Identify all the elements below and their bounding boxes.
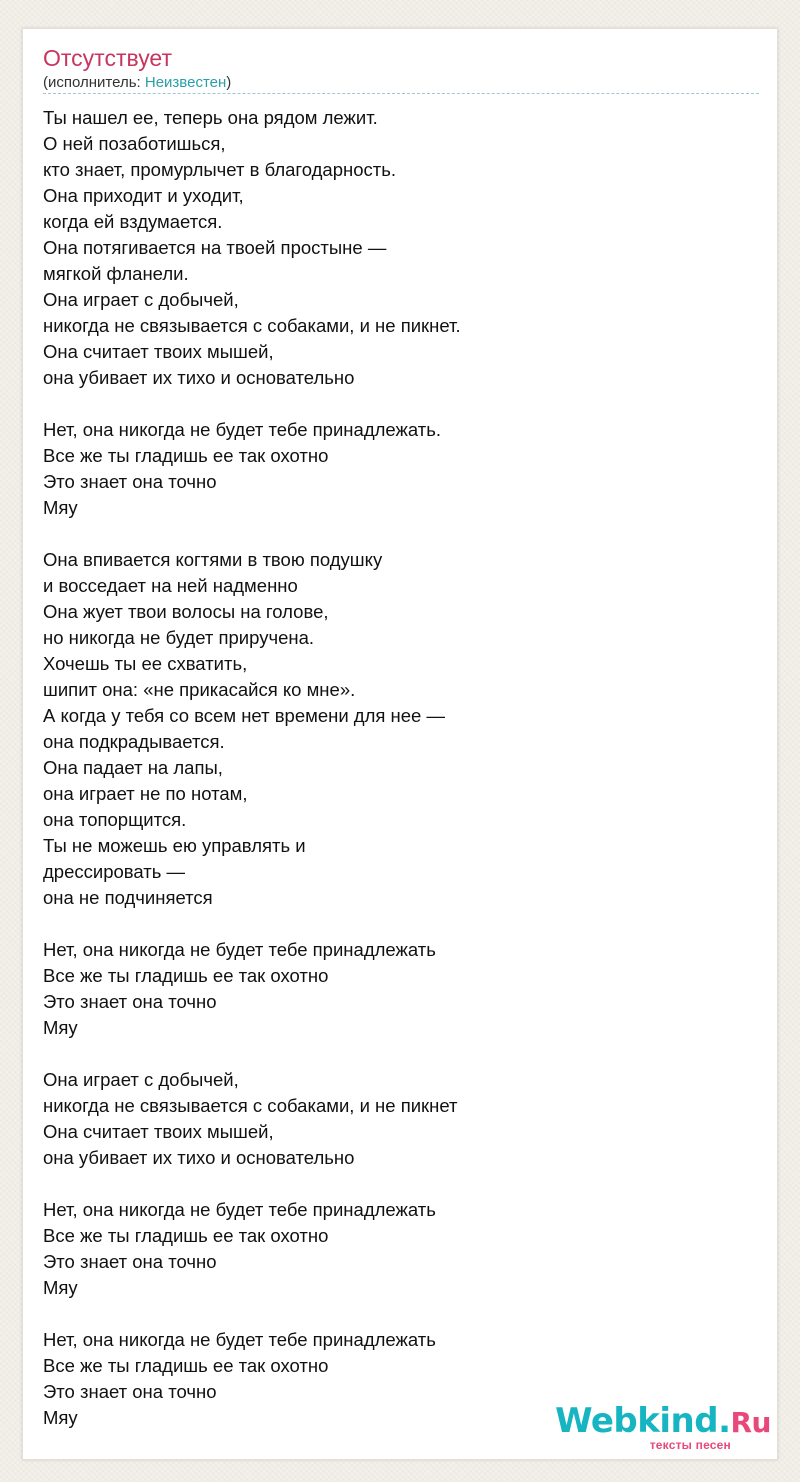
- lyric-line: она топорщится.: [43, 809, 187, 830]
- lyric-line: Все же ты гладишь ее так охотно: [43, 965, 329, 986]
- lyric-line: она убивает их тихо и основательно: [43, 367, 355, 388]
- lyric-line: Нет, она никогда не будет тебе принадлежать.: [43, 419, 441, 440]
- lyric-line: мягкой фланели.: [43, 263, 189, 284]
- artist-link[interactable]: Неизвестен: [144, 74, 227, 91]
- lyric-line: Ты не можешь ею управлять и: [43, 835, 306, 856]
- lyric-line: А когда у тебя со всем нет времени для нее —: [43, 705, 445, 726]
- lyric-line: никогда не связывается с собаками, и не пикнет.: [43, 315, 461, 336]
- lyric-blank-line: [43, 521, 759, 547]
- artist-suffix: ): [226, 74, 232, 91]
- lyric-line: Все же ты гладишь ее так охотно: [43, 1355, 329, 1376]
- title-divider: [43, 93, 759, 94]
- lyric-line: О ней позаботишься,: [43, 133, 226, 154]
- lyric-line: она подкрадывается.: [43, 731, 225, 752]
- lyric-line: Нет, она никогда не будет тебе принадлежать: [43, 1329, 436, 1350]
- lyric-line: Она приходит и уходит,: [43, 185, 244, 206]
- lyric-line: никогда не связывается с собаками, и не пикнет: [43, 1095, 458, 1116]
- lyric-line: она убивает их тихо и основательно: [43, 1147, 355, 1168]
- lyric-line: Мяу: [43, 1277, 78, 1298]
- logo-wordmark: [555, 1401, 771, 1443]
- logo-main-text: Webkind: [555, 1401, 719, 1441]
- lyric-line: кто знает, промурлычет в благодарность.: [43, 159, 397, 180]
- webkind-logo[interactable]: [555, 1401, 771, 1455]
- lyric-line: Она потягивается на твоей простыне —: [43, 237, 387, 258]
- lyric-line: Это знает она точно: [43, 991, 217, 1012]
- lyric-line: Нет, она никогда не будет тебе принадлежать: [43, 1199, 436, 1220]
- lyric-blank-line: [43, 1301, 759, 1327]
- lyric-line: Она жует твои волосы на голове,: [43, 601, 329, 622]
- logo-dot-text: .: [718, 1401, 731, 1441]
- lyric-line: она не подчиняется: [43, 887, 213, 908]
- logo-tagline: тексты песен: [649, 1438, 731, 1452]
- lyrics-card: [22, 28, 778, 1460]
- lyric-line: и восседает на ней надменно: [43, 575, 298, 596]
- lyric-line: она играет не по нотам,: [43, 783, 248, 804]
- lyric-line: но никогда не будет приручена.: [43, 627, 315, 648]
- lyric-line: Она впивается когтями в твою подушку: [43, 549, 383, 570]
- lyric-line: Она играет с добычей,: [43, 1069, 239, 1090]
- lyric-line: Все же ты гладишь ее так охотно: [43, 1225, 329, 1246]
- lyrics-body: [43, 105, 759, 1431]
- lyric-line: шипит она: «не прикасайся ко мне».: [43, 679, 356, 700]
- lyric-blank-line: [43, 391, 759, 417]
- lyric-line: Она считает твоих мышей,: [43, 341, 274, 362]
- lyric-line: Мяу: [43, 1407, 78, 1428]
- lyric-blank-line: [43, 1041, 759, 1067]
- lyric-line: Это знает она точно: [43, 471, 217, 492]
- lyric-line: Мяу: [43, 497, 78, 518]
- lyric-line: Это знает она точно: [43, 1251, 217, 1272]
- lyric-blank-line: [43, 1171, 759, 1197]
- lyric-line: Ты нашел ее, теперь она рядом лежит.: [43, 107, 378, 128]
- lyric-line: Все же ты гладишь ее так охотно: [43, 445, 329, 466]
- artist-prefix: (исполнитель:: [43, 74, 145, 91]
- lyric-line: Мяу: [43, 1017, 78, 1038]
- lyric-line: Это знает она точно: [43, 1381, 217, 1402]
- lyric-blank-line: [43, 911, 759, 937]
- artist-line: [43, 73, 231, 93]
- lyric-line: дрессировать —: [43, 861, 186, 882]
- logo-tld-text: Ru: [730, 1406, 771, 1439]
- lyric-line: Она играет с добычей,: [43, 289, 239, 310]
- lyric-line: Хочешь ты ее схватить,: [43, 653, 248, 674]
- song-title: Отсутствует: [43, 45, 172, 71]
- lyric-line: Она падает на лапы,: [43, 757, 223, 778]
- lyric-line: Она считает твоих мышей,: [43, 1121, 274, 1142]
- lyric-line: когда ей вздумается.: [43, 211, 223, 232]
- lyric-line: Нет, она никогда не будет тебе принадлежать: [43, 939, 436, 960]
